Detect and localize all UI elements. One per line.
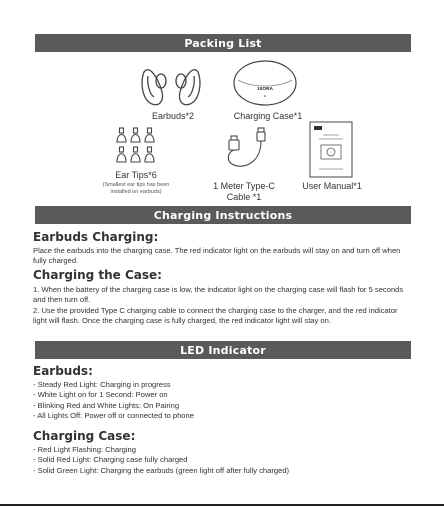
case-logo-text: 10ORA bbox=[257, 87, 273, 92]
list-item: - Solid Green Light: Charging the earbuds (green light off after fully charged) bbox=[33, 465, 290, 475]
charging-case-text bbox=[33, 285, 413, 327]
earbuds-image bbox=[138, 62, 204, 110]
user-manual-image bbox=[309, 121, 353, 178]
list-item: - All Lights Off: Power off or connected to phone bbox=[33, 411, 194, 421]
led-indicator-header bbox=[35, 341, 411, 359]
list-item: - Steady Red Light: Charging in progress bbox=[33, 380, 171, 389]
earbuds-caption: Earbuds*2 bbox=[151, 111, 195, 121]
charging-case-image bbox=[232, 58, 298, 108]
ear-tips-note-line-1: (Smallest ear tips has been bbox=[102, 182, 170, 188]
led-charging-case-heading: Charging Case: bbox=[33, 429, 136, 443]
ear-tips-note-line-2: installed on earbuds) bbox=[110, 189, 162, 195]
list-item: - White Light on for 1 Second: Power on bbox=[33, 390, 168, 400]
charging-case-step-2: 2. Use the provided Type C charging cable to connect the charging case to the charger, and the red indicator light will flash. Once the charging case is fully charged, the red indicator light will stay on. bbox=[33, 305, 398, 326]
cable-caption-line-2: Cable *1 bbox=[226, 192, 262, 202]
bottom-rule bbox=[0, 504, 444, 506]
ear-tips-image bbox=[114, 124, 158, 166]
list-item: - Red Light Flashing: Charging bbox=[33, 445, 136, 454]
list-item: - Blinking Red and White Lights: On Pairing bbox=[33, 400, 180, 410]
led-charging-case-list bbox=[33, 445, 289, 476]
packing-list-title: Packing List bbox=[184, 36, 262, 50]
charging-case-caption: Charging Case*1 bbox=[233, 111, 303, 121]
earbuds-charging-heading: Earbuds Charging: bbox=[33, 230, 159, 244]
led-earbuds-list bbox=[33, 380, 194, 422]
cable-caption-line-1: 1 Meter Type-C bbox=[213, 181, 275, 191]
user-manual-caption: User Manual*1 bbox=[302, 181, 362, 191]
ear-tips-caption: Ear Tips*6 bbox=[115, 170, 157, 180]
list-item: - Solid Red Light: Charging case fully charged bbox=[33, 455, 188, 465]
earbuds-charging-text bbox=[33, 246, 413, 267]
charging-instructions-header bbox=[35, 206, 411, 224]
packing-list-header bbox=[35, 34, 411, 52]
charging-case-step-1: 1. When the battery of the charging case is low, the indicator light on the charging case will flash for 5 seconds and then turn off. bbox=[33, 285, 404, 305]
type-c-cable-image bbox=[222, 126, 272, 176]
charging-instructions-title: Charging Instructions bbox=[153, 208, 293, 222]
charging-case-heading: Charging the Case: bbox=[33, 268, 162, 282]
led-earbuds-heading: Earbuds: bbox=[33, 364, 93, 378]
led-indicator-title: LED Indicator bbox=[180, 343, 266, 357]
earbuds-charging-paragraph: Place the earbuds into the charging case. The red indicator light on the earbuds will stay on and turn off when fully charged. bbox=[33, 246, 401, 266]
